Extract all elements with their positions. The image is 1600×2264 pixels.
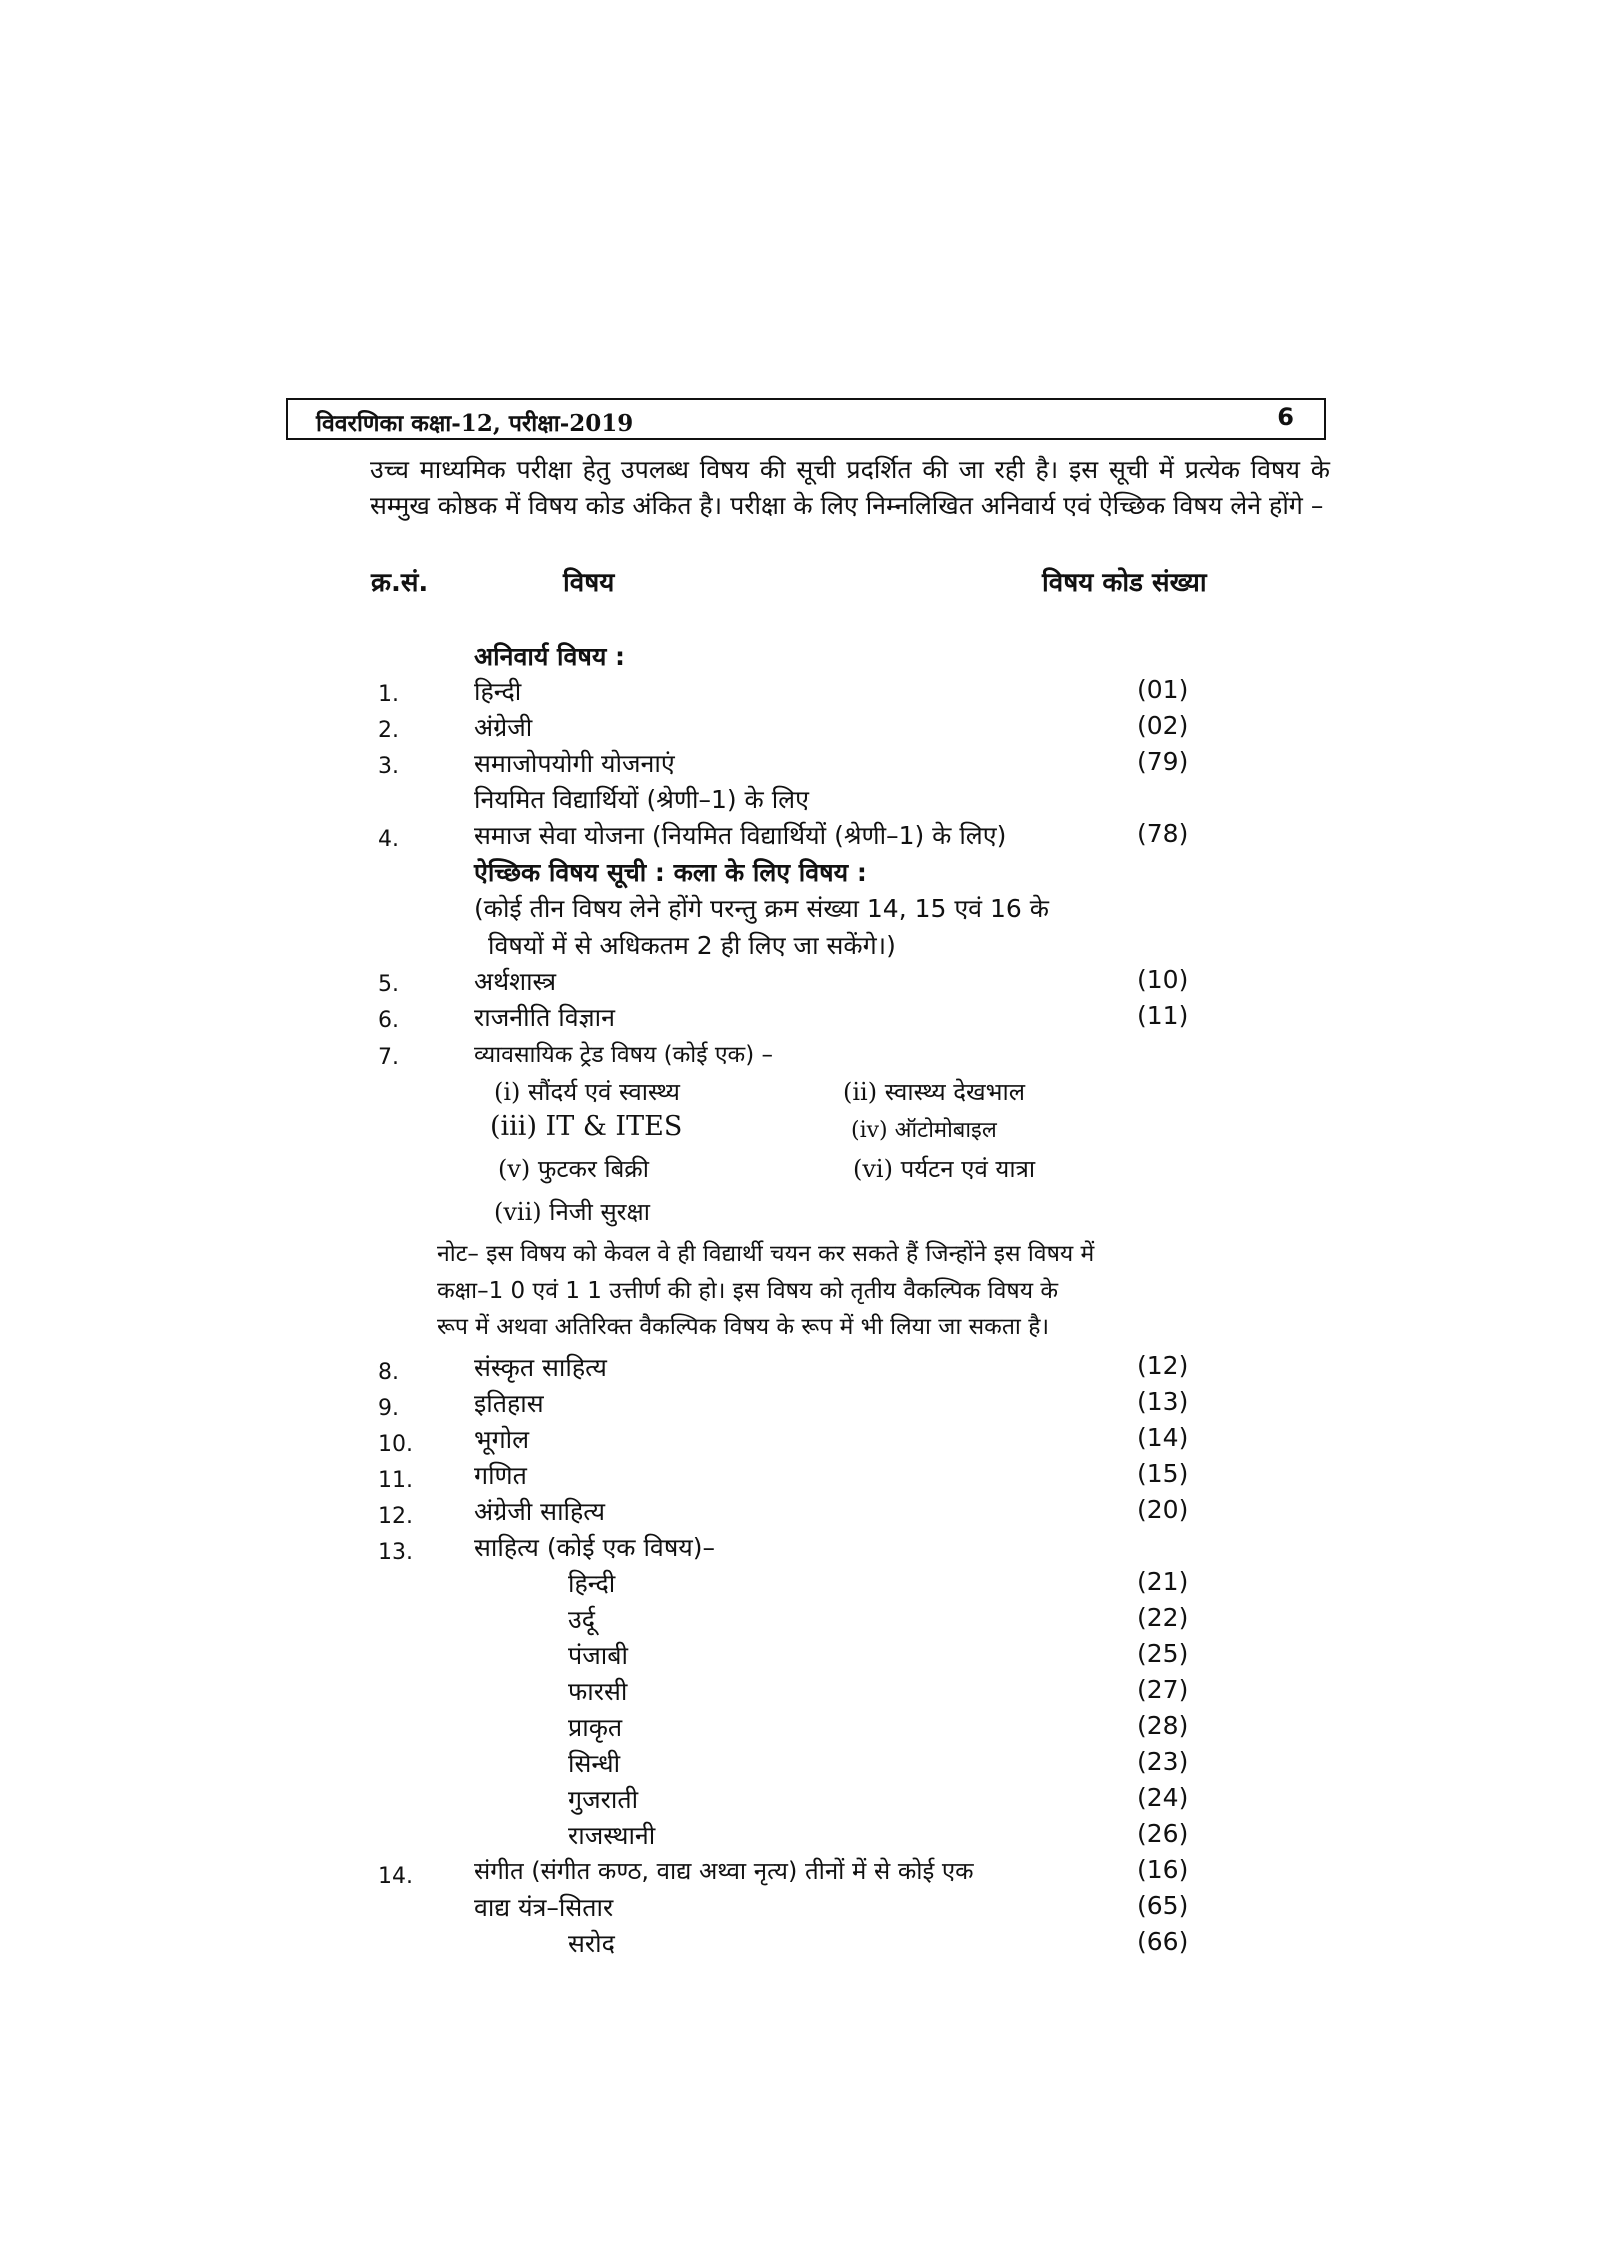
item-code: (24) [1137,1783,1189,1812]
item-number: 8. [378,1360,399,1385]
item-name: सरोद [568,1929,615,1958]
item-code: (66) [1137,1927,1189,1956]
trade-note-line-2: कक्षा–1 0 एवं 1 1 उत्तीर्ण की हो। इस विषय को तृतीय वैकल्पिक विषय के [437,1278,1059,1304]
page-number: 6 [1277,403,1294,431]
item-number: 1. [378,682,399,707]
item-number: 13. [378,1540,413,1565]
item-code: (27) [1137,1675,1189,1704]
item-name: अर्थशास्त्र [474,967,557,996]
page-header [286,398,1326,440]
item-number: 6. [378,1008,399,1033]
item-name: संगीत (संगीत कण्ठ, वाद्य अथ्वा नृत्य) तीनों में से कोई एक [474,1857,974,1885]
item-code: (11) [1137,1001,1189,1030]
item-name: व्यावसायिक ट्रेड विषय (कोई एक) – [474,1042,773,1068]
item-name: अंग्रेजी [474,713,533,742]
column-code: विषय कोड संख्या [1042,568,1207,598]
item-number: 3. [378,754,399,779]
item-code: (16) [1137,1855,1189,1884]
item-code: (23) [1137,1747,1189,1776]
trade-option: (iv) ऑटोमोबाइल [851,1118,997,1143]
header-title: विवरणिका कक्षा-12, परीक्षा-2019 [316,410,634,437]
item-name: गुजराती [568,1785,639,1814]
trade-option: (vi) पर्यटन एवं यात्रा [853,1155,1036,1183]
item-name: साहित्य (कोई एक विषय)– [474,1533,716,1562]
item-name: समाज सेवा योजना (नियमित विद्यार्थियों (श्रेणी–1) के लिए) [474,821,1007,850]
item-name: संस्कृत साहित्य [474,1353,607,1382]
trade-note-line-3: रूप में अथवा अतिरिक्त वैकल्पिक विषय के रूप में भी लिया जा सकता है। [437,1314,1050,1340]
column-sno: क्र.सं. [371,568,429,598]
item-code: (65) [1137,1891,1189,1920]
item-code: (12) [1137,1351,1189,1380]
item-code: (78) [1137,819,1189,848]
item-name: प्राकृत [568,1713,623,1742]
item-code: (13) [1137,1387,1189,1416]
item-number: 7. [378,1045,399,1070]
item-number: 9. [378,1396,399,1421]
trade-option: (i) सौंदर्य एवं स्वास्थ्य [494,1078,680,1106]
trade-option: (ii) स्वास्थ्य देखभाल [843,1078,1026,1106]
item-name: वाद्य यंत्र–सितार [474,1893,614,1922]
item-name: समाजोपयोगी योजनाएं [474,749,675,778]
optional-heading: ऐच्छिक विषय सूची : कला के लिए विषय : [474,858,867,887]
item-code: (14) [1137,1423,1189,1452]
item-name: राजस्थानी [568,1821,656,1850]
item-code: (02) [1137,711,1189,740]
item-code: (79) [1137,747,1189,776]
item-name: अंग्रेजी साहित्य [474,1497,606,1526]
item-code: (15) [1137,1459,1189,1488]
item-code: (01) [1137,675,1189,704]
item-name: सिन्धी [568,1749,621,1778]
item-name: फारसी [568,1677,628,1706]
item-code: (25) [1137,1639,1189,1668]
item-code: (10) [1137,965,1189,994]
item-code: (22) [1137,1603,1189,1632]
item-name: हिन्दी [568,1569,616,1598]
item-number: 4. [378,827,399,852]
trade-note-line-1: नोट– इस विषय को केवल वे ही विद्यार्थी चयन कर सकते हैं जिन्होंने इस विषय में [437,1241,1095,1267]
trade-option: (iii) IT & ITES [490,1111,683,1142]
item-name: गणित [474,1461,527,1490]
optional-note-line-1: (कोई तीन विषय लेने होंगे परन्तु क्रम संख्या 14, 15 एवं 16 के [474,894,1049,923]
item-number: 14. [378,1864,413,1889]
item-number: 2. [378,718,399,743]
trade-option: (vii) निजी सुरक्षा [494,1198,650,1226]
item-code: (26) [1137,1819,1189,1848]
item-code: (28) [1137,1711,1189,1740]
column-subject: विषय [563,568,615,598]
trade-option: (v) फुटकर बिक्री [498,1155,649,1183]
item-code: (21) [1137,1567,1189,1596]
item-code: (20) [1137,1495,1189,1524]
item-name: इतिहास [474,1389,544,1418]
item-number: 12. [378,1504,413,1529]
item-name: भूगोल [474,1425,530,1454]
item-name: राजनीति विज्ञान [474,1003,616,1032]
compulsory-heading: अनिवार्य विषय : [474,642,626,671]
optional-note-line-2: विषयों में से अधिकतम 2 ही लिए जा सकेंगे।) [488,931,896,960]
item-name: पंजाबी [568,1641,628,1670]
item-number: 10. [378,1432,413,1457]
item-subtext: नियमित विद्यार्थियों (श्रेणी–1) के लिए [474,785,809,814]
item-number: 5. [378,972,399,997]
item-name: उर्दू [568,1605,595,1634]
item-name: हिन्दी [474,677,522,706]
item-number: 11. [378,1468,413,1493]
intro-paragraph: उच्च माध्यमिक परीक्षा हेतु उपलब्ध विषय की सूची प्रदर्शित की जा रही है। इस सूची में प्रत्येक विषय के सम्मुख कोष्ठक में विषय कोड अंकित है। परीक्षा के लिए निम्नलिखित अनिवार्य एवं ऐच्छिक विषय लेने होंगे – [370,455,1330,520]
